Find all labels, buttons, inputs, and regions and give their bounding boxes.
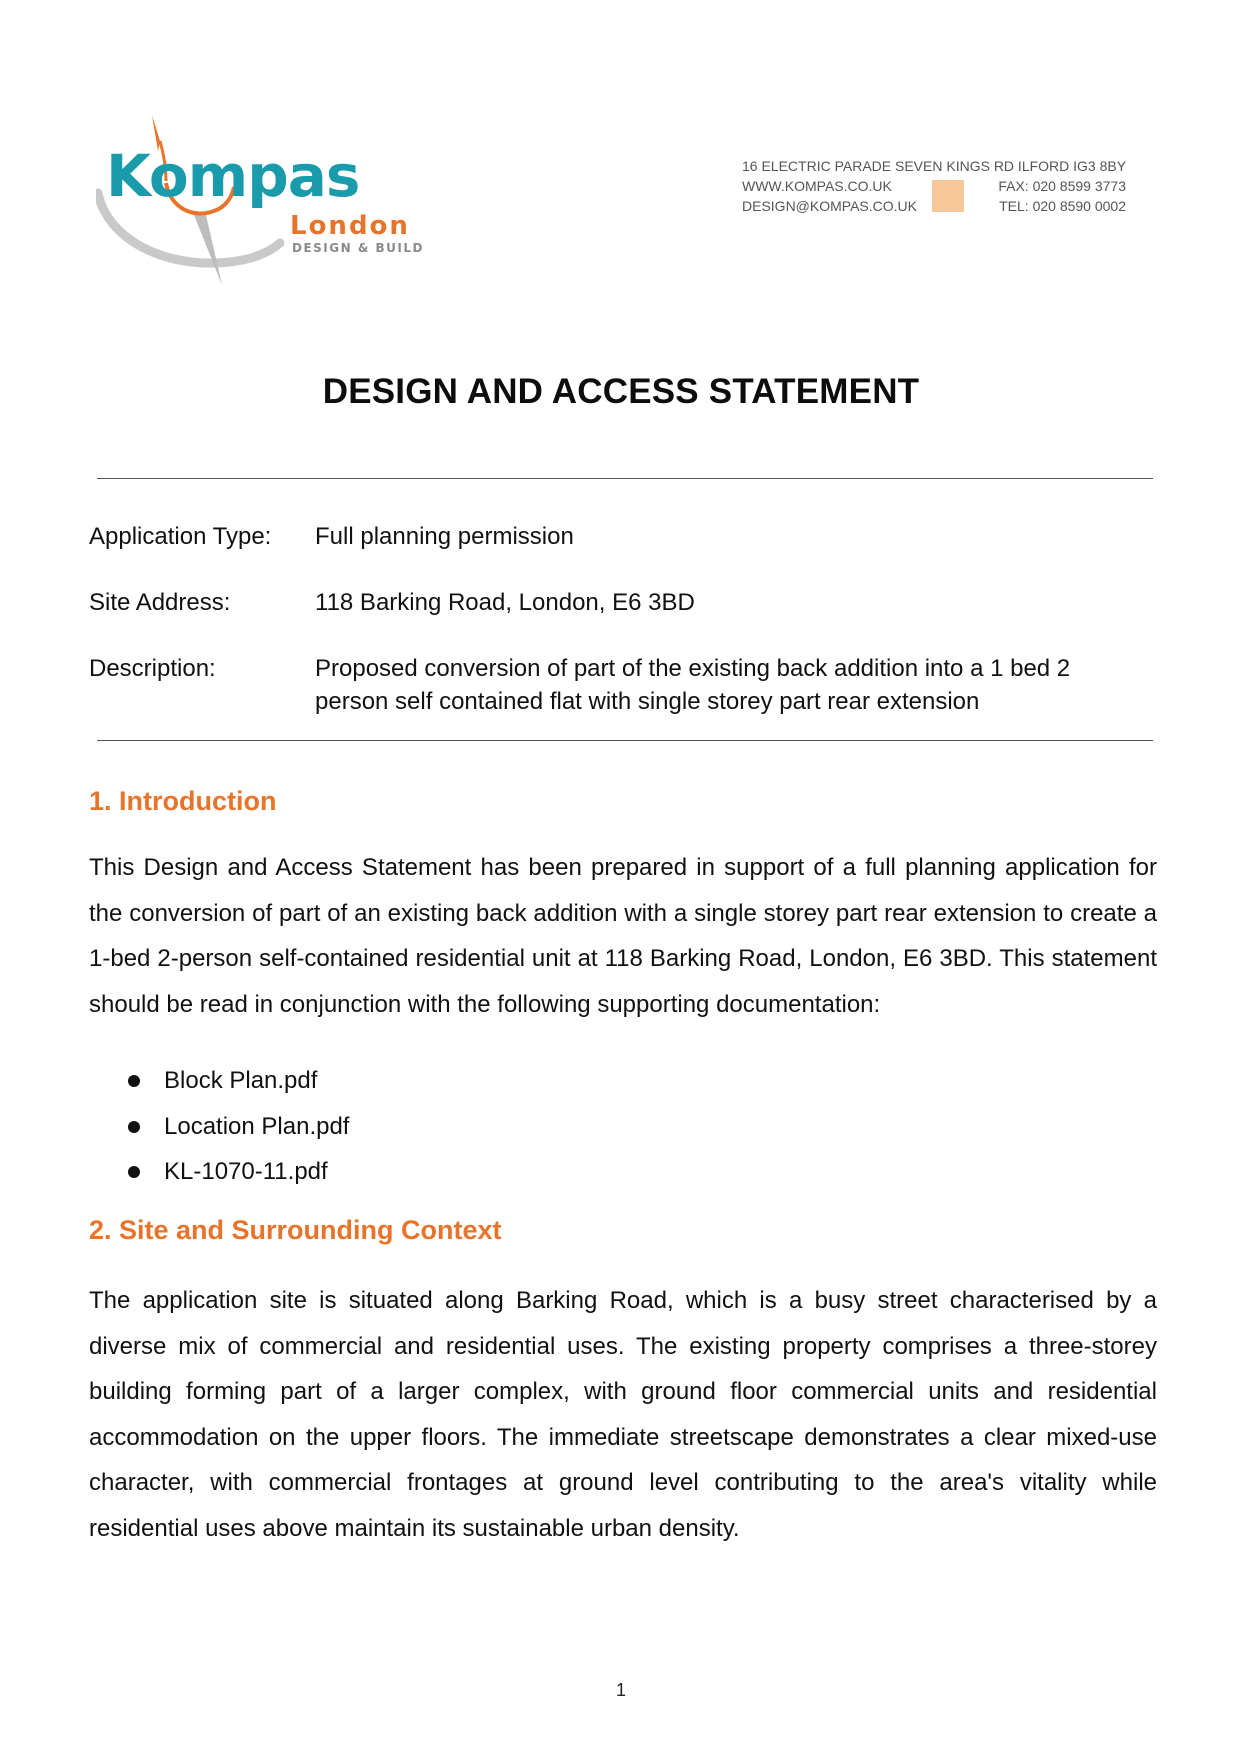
list-item — [126, 1058, 349, 1104]
list-item — [126, 1104, 349, 1150]
info-label-description: Description: — [89, 655, 216, 682]
divider-top — [97, 478, 1153, 479]
logo-subtitle: London — [290, 211, 410, 241]
bullet-icon — [128, 1121, 140, 1133]
brand-swatch — [932, 180, 964, 212]
logo-wordmark: Kompas — [106, 142, 360, 210]
company-logo — [96, 115, 426, 285]
contact-fax: FAX: 020 8599 3773 — [998, 178, 1126, 194]
info-label-application-type: Application Type: — [89, 523, 272, 550]
bullet-icon — [128, 1166, 140, 1178]
document-title: DESIGN AND ACCESS STATEMENT — [322, 372, 920, 411]
contact-address: 16 ELECTRIC PARADE SEVEN KINGS RD ILFORD IG3 8BY — [742, 158, 1127, 174]
logo-tagline: DESIGN & BUILD — [292, 241, 424, 255]
list-item — [126, 1149, 349, 1195]
supporting-documents-list — [126, 1058, 349, 1195]
document-drawing: KL-1070-11.pdf — [164, 1158, 328, 1185]
divider-bottom — [97, 740, 1153, 741]
info-value-application-type: Full planning permission — [315, 523, 574, 550]
contact-tel: TEL: 020 8590 0002 — [999, 198, 1126, 214]
document-location-plan: Location Plan.pdf — [164, 1112, 350, 1140]
info-value-description: Proposed conversion of part of the existing back addition into a 1 bed 2 person self contained flat with single storey part rear extension — [315, 655, 1071, 715]
info-label-site-address: Site Address: — [89, 589, 231, 616]
site-context-paragraph: The application site is situated along Barking Road, which is a busy street characterised by a diverse mix of commercial and residential uses. The existing property comprises a three-storey building forming part of a larger complex, with ground floor commercial units and residential accommodation on the upper floors. The immediate streetscape demonstrates a clear mixed-use character, with commercial frontages at ground level contributing to the area's vitality while residential uses above maintain its sustainable urban density. — [89, 1287, 1157, 1542]
introduction-paragraph: This Design and Access Statement has been prepared in support of a full planning application for the conversion of part of an existing back addition with a single storey part rear extension to create a 1-bed 2-person self-contained residential unit at 118 Barking Road, London, E6 3BD. This statement should be read in conjunction with the following supporting documentation: — [89, 854, 1157, 1018]
document-block-plan: Block Plan.pdf — [164, 1067, 318, 1094]
bullet-icon — [128, 1075, 140, 1087]
contact-website[interactable]: WWW.KOMPAS.CO.UK — [742, 178, 892, 194]
heading-introduction: 1. Introduction — [89, 786, 277, 816]
page-number: 1 — [615, 1680, 626, 1700]
contact-email[interactable]: DESIGN@KOMPAS.CO.UK — [742, 198, 917, 214]
heading-site-context: 2. Site and Surrounding Context — [89, 1215, 502, 1245]
info-value-site-address: 118 Barking Road, London, E6 3BD — [315, 589, 695, 616]
